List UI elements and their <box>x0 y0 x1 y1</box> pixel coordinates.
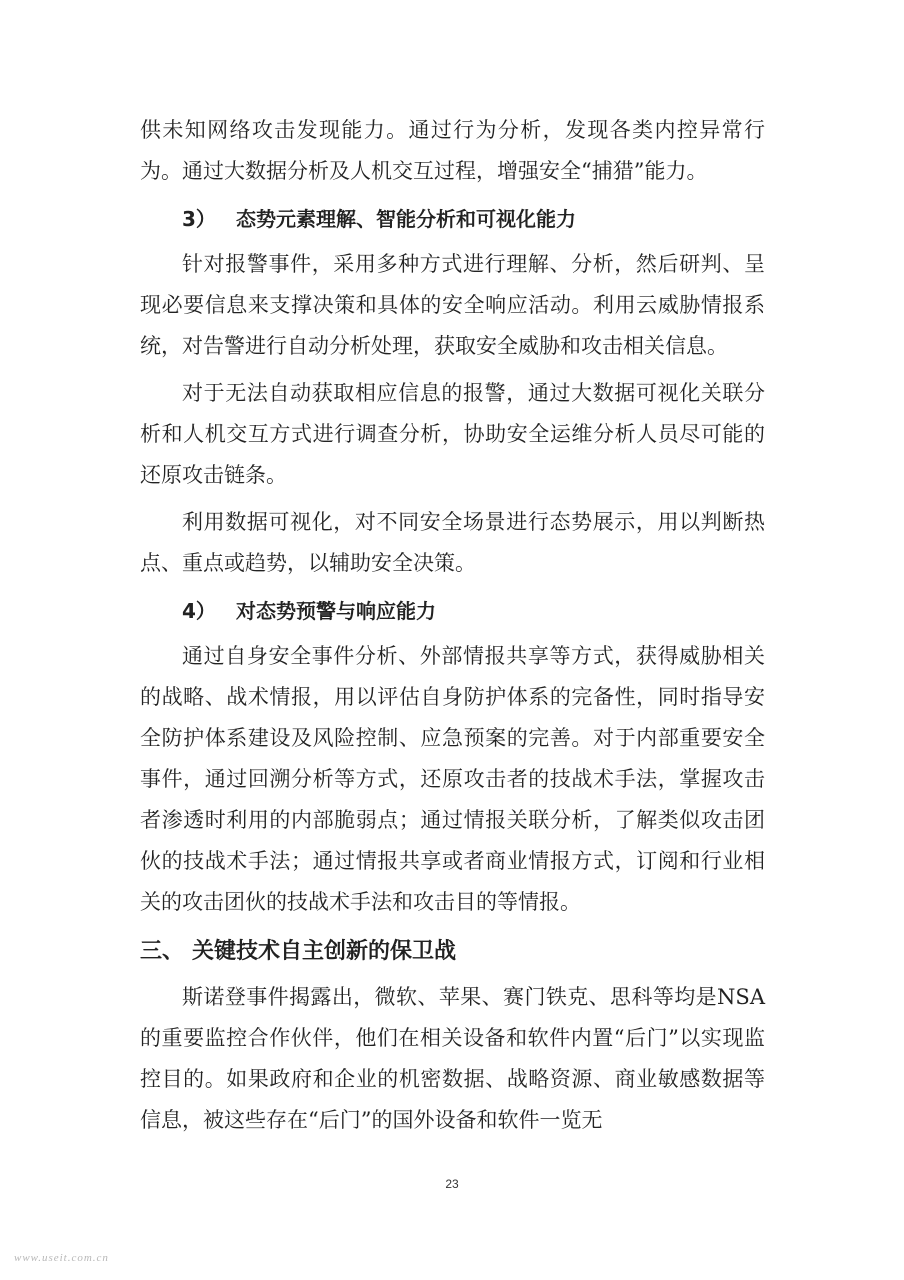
paragraph: 针对报警事件，采用多种方式进行理解、分析，然后研判、呈现必要信息来支撑决策和具体的安全响应活动。利用云威胁情报系统，对告警进行自动分析处理，获取安全威胁和攻击相关信息。 <box>140 252 765 358</box>
paragraph: 通过自身安全事件分析、外部情报共享等方式，获得威胁相关的战略、战术情报，用以评估自身防护体系的完备性，同时指导安全防护体系建设及风险控制、应急预案的完善。对于内部重要安全事件，通过回溯分析等方式，还原攻击者的技战术手法，掌握攻击者渗透时利用的内部脆弱点；通过情报关联分析，了解类似攻击团伙的技战术手法；通过情报共享或者商业情报方式，订阅和行业相关的攻击团伙的技战术手法和攻击目的等情报。 <box>140 644 765 914</box>
paragraph: 对于无法自动获取相应信息的报警，通过大数据可视化关联分析和人机交互方式进行调查分析，协助安全运维分析人员尽可能的还原攻击链条。 <box>140 381 765 487</box>
subheading-3 <box>140 198 765 240</box>
paragraph: 利用数据可视化，对不同安全场景进行态势展示，用以判断热点、重点或趋势，以辅助安全决策。 <box>140 510 765 575</box>
subheading-3-number: 3） <box>182 207 216 231</box>
page-number: 23 <box>445 1177 459 1191</box>
watermark: www.useit.com.cn <box>14 1252 109 1264</box>
subheading-4-number: 4） <box>182 599 216 623</box>
section-heading <box>140 929 765 975</box>
section-heading-number: 三、 <box>140 939 185 964</box>
page-content <box>140 110 765 1147</box>
subheading-4-title: 对态势预警与响应能力 <box>236 599 436 623</box>
section-heading-title: 关键技术自主创新的保卫战 <box>192 939 457 964</box>
subheading-3-title: 态势元素理解、智能分析和可视化能力 <box>236 207 576 231</box>
paragraph: 斯诺登事件揭露出，微软、苹果、赛门铁克、思科等均是NSA 的重要监控合作伙伴，他们在相关设备和软件内置“后门”以实现监控目的。如果政府和企业的机密数据、战略资源、商业敏感数据等信息，被这些存在“后门”的国外设备和软件一览无 <box>140 985 765 1132</box>
paragraph-continued: 供未知网络攻击发现能力。通过行为分析，发现各类内控异常行为。通过大数据分析及人机交互过程，增强安全“捕猎”能力。 <box>140 118 765 183</box>
subheading-4 <box>140 590 765 632</box>
